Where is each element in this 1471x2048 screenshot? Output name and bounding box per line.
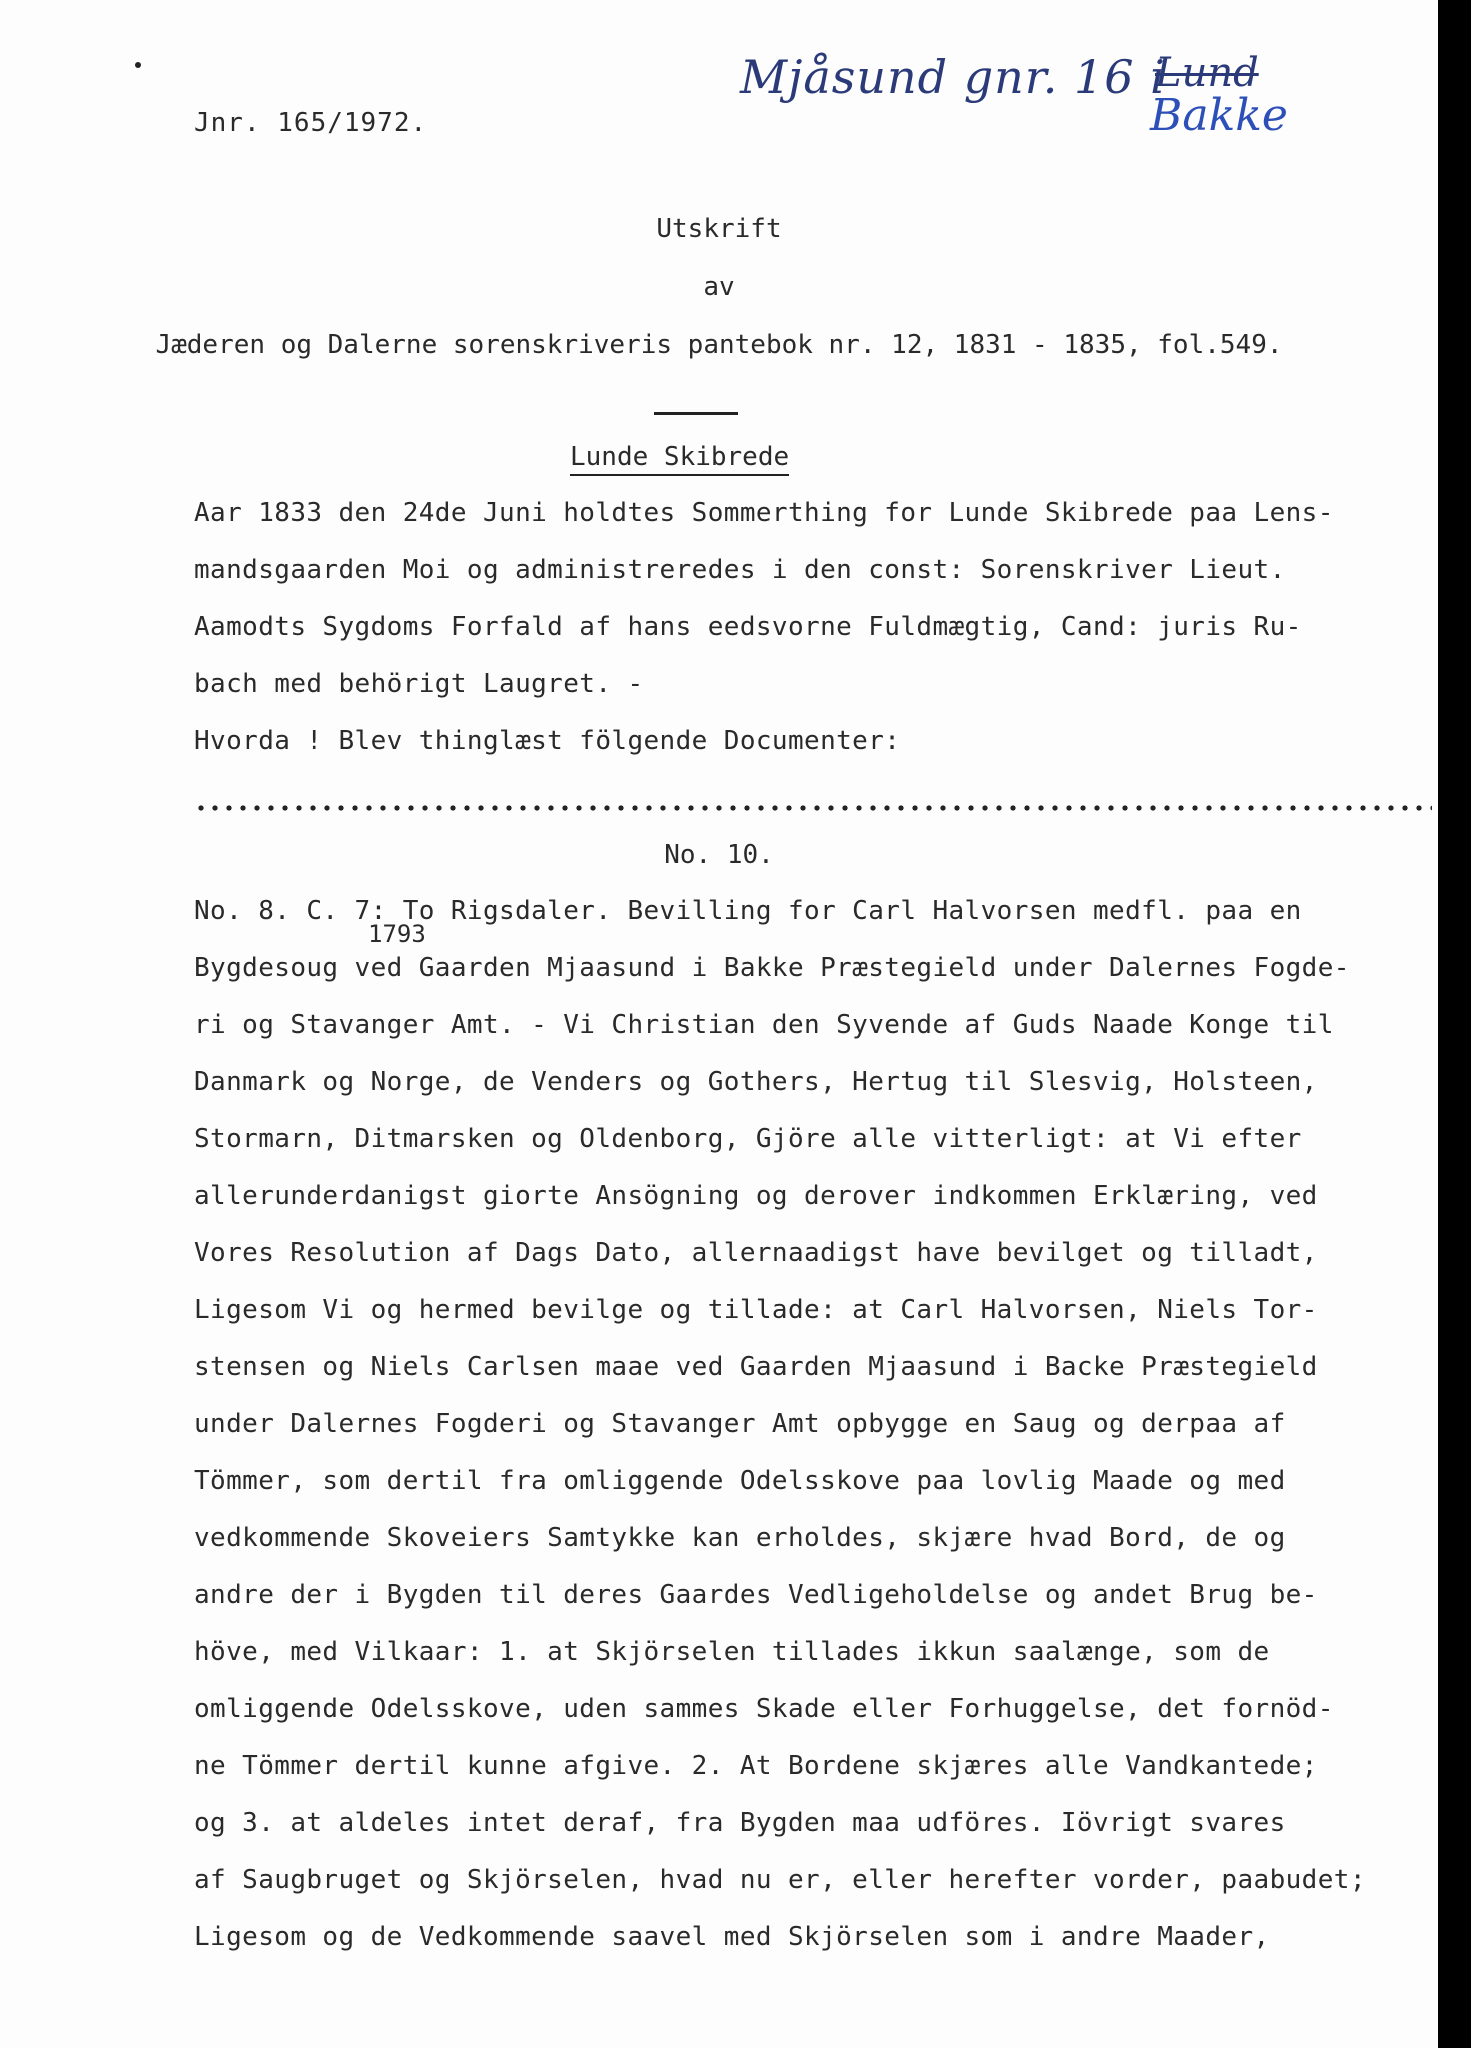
journal-number: Jnr. 165/1972. bbox=[194, 108, 428, 138]
divider-rule bbox=[654, 412, 738, 415]
heading-utskrift: Utskrift bbox=[656, 214, 782, 244]
body-line: af Saugbruget og Skjörselen, hvad nu er, eller herefter vorder, paabudet; bbox=[194, 1865, 1366, 1895]
body-line: Stormarn, Ditmarsken og Oldenborg, Gjöre alle vitterligt: at Vi efter bbox=[194, 1124, 1302, 1154]
intro-line: mandsgaarden Moi og administreredes i den const: Sorenskriver Lieut. bbox=[194, 555, 1286, 585]
body-line: Danmark og Norge, de Venders og Gothers, Hertug til Slesvig, Holsteen, bbox=[194, 1067, 1318, 1097]
body-line: vedkommende Skoveiers Samtykke kan erholdes, skjære hvad Bord, de og bbox=[194, 1523, 1286, 1553]
intro-line: bach med behörigt Laugret. - bbox=[194, 669, 644, 699]
handwritten-struck-word: Lund bbox=[1155, 50, 1259, 96]
intro-line: Hvorda ! Blev thinglæst fölgende Documenter: bbox=[194, 726, 901, 756]
body-line: under Dalernes Fogderi og Stavanger Amt opbygge en Saug og derpaa af bbox=[194, 1409, 1286, 1439]
body-line: ne Tömmer dertil kunne afgive. 2. At Bordene skjæres alle Vandkantede; bbox=[194, 1751, 1318, 1781]
body-line: Ligesom og de Vedkommende saavel med Skjörselen som i andre Maader, bbox=[194, 1922, 1270, 1952]
margin-dot bbox=[135, 62, 141, 68]
heading-av: av bbox=[703, 272, 735, 302]
body-line: ri og Stavanger Amt. - Vi Christian den Syvende af Guds Naade Konge til bbox=[194, 1010, 1334, 1040]
body-line: Tömmer, som dertil fra omliggende Odelsskove paa lovlig Maade og med bbox=[194, 1466, 1286, 1496]
intro-line: Aar 1833 den 24de Juni holdtes Sommerthing for Lunde Skibrede paa Lens- bbox=[194, 498, 1334, 528]
body-line: og 3. at aldeles intet deraf, fra Bygden maa udföres. Iövrigt svares bbox=[194, 1808, 1286, 1838]
body-line: Bygdesoug ved Gaarden Mjaasund i Bakke Præstegield under Dalernes Fogde- bbox=[194, 953, 1350, 983]
body-line: höve, med Vilkaar: 1. at Skjörselen tillades ikkun saalænge, som de bbox=[194, 1637, 1270, 1667]
body-line: stensen og Niels Carlsen maae ved Gaarden Mjaasund i Backe Præstegield bbox=[194, 1352, 1318, 1382]
heading-source: Jæderen og Dalerne sorenskriveris pantebok nr. 12, 1831 - 1835, fol.549. bbox=[155, 330, 1283, 360]
handwritten-annotation: Mjåsund gnr. 16 i bbox=[740, 50, 1166, 104]
body-line: allerunderdanigst giorte Ansögning og derover indkommen Erklæring, ved bbox=[194, 1181, 1318, 1211]
handwritten-correction: Bakke bbox=[1150, 90, 1288, 141]
section-title: Lunde Skibrede bbox=[570, 442, 789, 476]
body-line: No. 8. C. 7: To Rigsdaler. Bevilling for Carl Halvorsen medfl. paa en bbox=[194, 896, 1302, 926]
body-line: omliggende Odelsskove, uden sammes Skade eller Forhuggelse, det fornöd- bbox=[194, 1694, 1334, 1724]
intro-line: Aamodts Sygdoms Forfald af hans eedsvorne Fuldmægtig, Cand: juris Ru- bbox=[194, 612, 1302, 642]
body-line: Vores Resolution af Dags Dato, allernaadigst have bevilget og tilladt, bbox=[194, 1238, 1318, 1268]
document-number: No. 10. bbox=[664, 840, 774, 870]
year-annotation: 1793 bbox=[368, 920, 426, 948]
body-line: Ligesom Vi og hermed bevilge og tillade: at Carl Halvorsen, Niels Tor- bbox=[194, 1295, 1318, 1325]
body-line: andre der i Bygden til deres Gaardes Vedligeholdelse og andet Brug be- bbox=[194, 1580, 1318, 1610]
dotted-separator bbox=[194, 804, 1432, 812]
